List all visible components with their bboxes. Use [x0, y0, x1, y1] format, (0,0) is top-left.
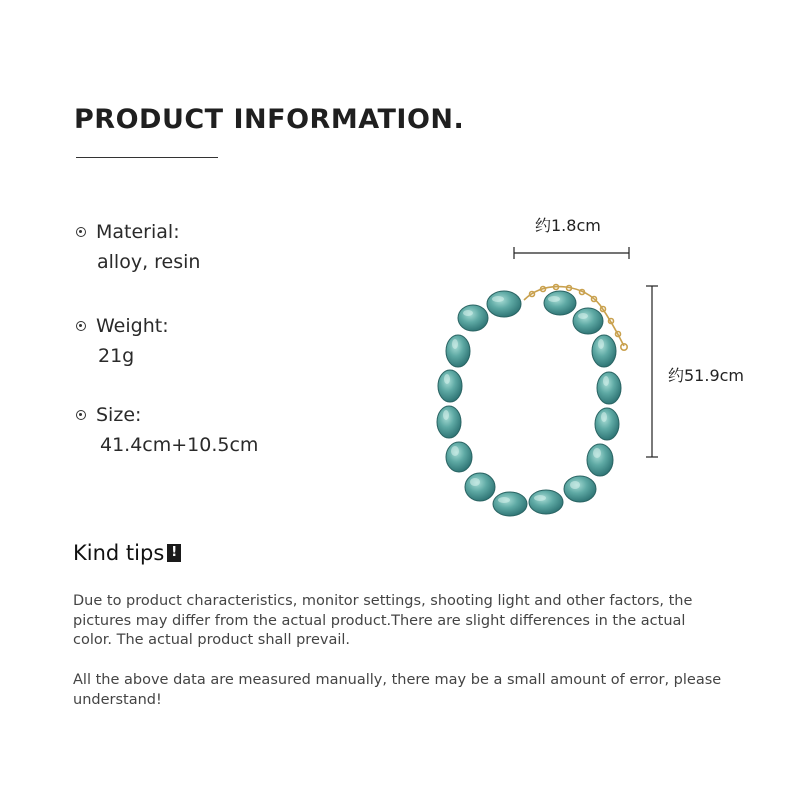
spec-value: 41.4cm+10.5cm	[100, 434, 259, 456]
exclamation-icon: !	[167, 544, 181, 562]
bead	[446, 442, 472, 472]
bead	[529, 490, 563, 514]
bead	[487, 291, 521, 317]
bead	[573, 308, 603, 334]
width-dimension-line	[514, 247, 629, 259]
bead	[592, 335, 616, 367]
bead	[595, 408, 619, 440]
bead	[597, 372, 621, 404]
length-dimension-line	[646, 286, 658, 457]
bead	[564, 476, 596, 502]
kind-tips-title: Kind tips	[73, 541, 165, 565]
disclaimer-paragraph: Due to product characteristics, monitor settings, shooting light and other factors, the pictures may differ from the actual product.There are slight differences in the actual color. The actual product shall prevail.	[73, 593, 693, 648]
spec-label: Size:	[96, 404, 142, 426]
bead	[544, 291, 576, 315]
bead	[587, 444, 613, 476]
spec-value: 21g	[98, 345, 135, 367]
page-title: PRODUCT INFORMATION.	[74, 104, 465, 135]
beads	[437, 291, 621, 516]
spec-label: Weight:	[96, 315, 169, 337]
bead	[446, 335, 470, 367]
spec-value: alloy, resin	[97, 251, 201, 273]
bead	[493, 492, 527, 516]
bead	[438, 370, 462, 402]
bead	[458, 305, 488, 331]
kind-tips-heading	[73, 541, 181, 565]
bead	[465, 473, 495, 501]
measurement-note: All the above data are measured manually, there may be a small amount of error, please understand!	[73, 672, 722, 708]
bead-width-label: 约1.8cm	[535, 216, 601, 235]
necklace-length-label: 约51.9cm	[668, 366, 745, 385]
spec-label: Material:	[96, 221, 180, 243]
bead	[437, 406, 461, 438]
